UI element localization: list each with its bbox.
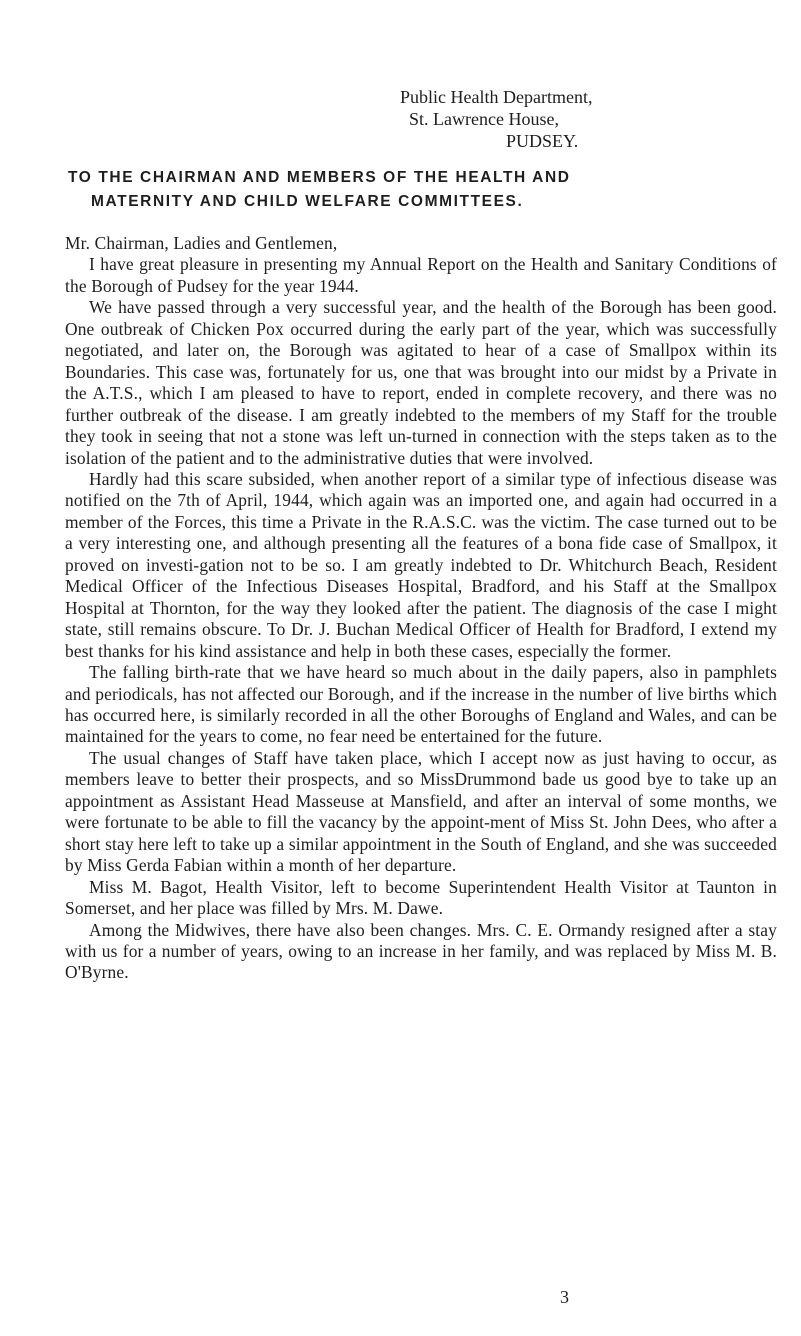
address-block: [400, 86, 592, 152]
paragraph-second-case: Hardly had this scare subsided, when another report of a similar type of infectious disease was notified on the 7th of April, 1944, which again was an imported one, and again had occurred in a member of the Forces, this time a Private in the R.A.S.C. was the victim. The case turned out to be a very interesting one, and although presenting all the features of a bona fide case of Smallpox, it proved on investi-gation not to be so. I am greatly indebted to Dr. Whitchurch Beach, Resident Medical Officer of the Infectious Diseases Hospital, Bradford, and his Staff at the Smallpox Hospital at Thornton, for the way they looked after the patient. The diagnosis of the case I might state, still remains obscure. To Dr. J. Buchan Medical Officer of Health for Bradford, I extend my best thanks for his kind assistance and help in both these cases, especially the former.: [65, 468, 777, 661]
paragraph-successful-year: We have passed through a very successful year, and the health of the Borough has been good. One outbreak of Chicken Pox occurred during the early part of the year, which was successfully negotiated, and later on, the Borough was agitated to hear of a case of Smallpox within its Boundaries. This case was, fortunately for us, one that was brought into our midst by a Private in the A.T.S., which I am pleased to have to report, ended in complete recovery, and there was no further outbreak of the disease. I am greatly indebted to the members of my Staff for the trouble they took in seeing that not a stone was left un-turned in connection with the steps taken as to the isolation of the patient and to the administrative duties that were involved.: [65, 297, 777, 468]
heading-line-2: MATERNITY AND CHILD WELFARE COMMITTEES.: [91, 193, 524, 210]
heading-line-1: TO THE CHAIRMAN AND MEMBERS OF THE HEALTH AND: [68, 169, 571, 186]
report-heading: [68, 166, 768, 214]
paragraph-birth-rate: The falling birth-rate that we have heard so much about in the daily papers, also in pamphlets and periodicals, has not affected our Borough, and if the increase in the number of live births which has occurred here, is similarly recorded in all the other Boroughs of England and Wales, and can be maintained for the years to come, no fear need be entertained for the future.: [65, 662, 777, 747]
address-line-department: Public Health Department,: [400, 87, 593, 107]
page-number: 3: [560, 1287, 569, 1307]
address-line-house: St. Lawrence House,: [409, 109, 559, 129]
salutation: Mr. Chairman, Ladies and Gentlemen,: [65, 233, 338, 253]
paragraph-staff-changes: The usual changes of Staff have taken place, which I accept now as just having to occur, as members leave to better their prospects, and so MissDrummond bade us good bye to take up an appointment as Assistant Head Masseuse at Mansfield, and after an interval of some months, we were fortunate to be able to fill the vacancy by the appoint-ment of Miss St. John Dees, who after a short stay here left to take up a similar appointment in the South of England, and she was succeeded by Miss Gerda Fabian within a month of her departure.: [65, 747, 777, 876]
paragraph-introduction: I have great pleasure in presenting my Annual Report on the Health and Sanitary Conditions of the Borough of Pudsey for the year 1944.: [65, 254, 777, 296]
paragraph-health-visitor: Miss M. Bagot, Health Visitor, left to become Superintendent Health Visitor at Taunton in Somerset, and her place was filled by Mrs. M. Dawe.: [65, 876, 777, 919]
address-line-town: PUDSEY.: [506, 131, 579, 151]
report-body: [65, 233, 777, 984]
paragraph-midwives: Among the Midwives, there have also been changes. Mrs. C. E. Ormandy resigned after a stay with us for a number of years, owing to an increase in her family, and was replaced by Miss M. B. O'Byrne.: [65, 919, 777, 983]
